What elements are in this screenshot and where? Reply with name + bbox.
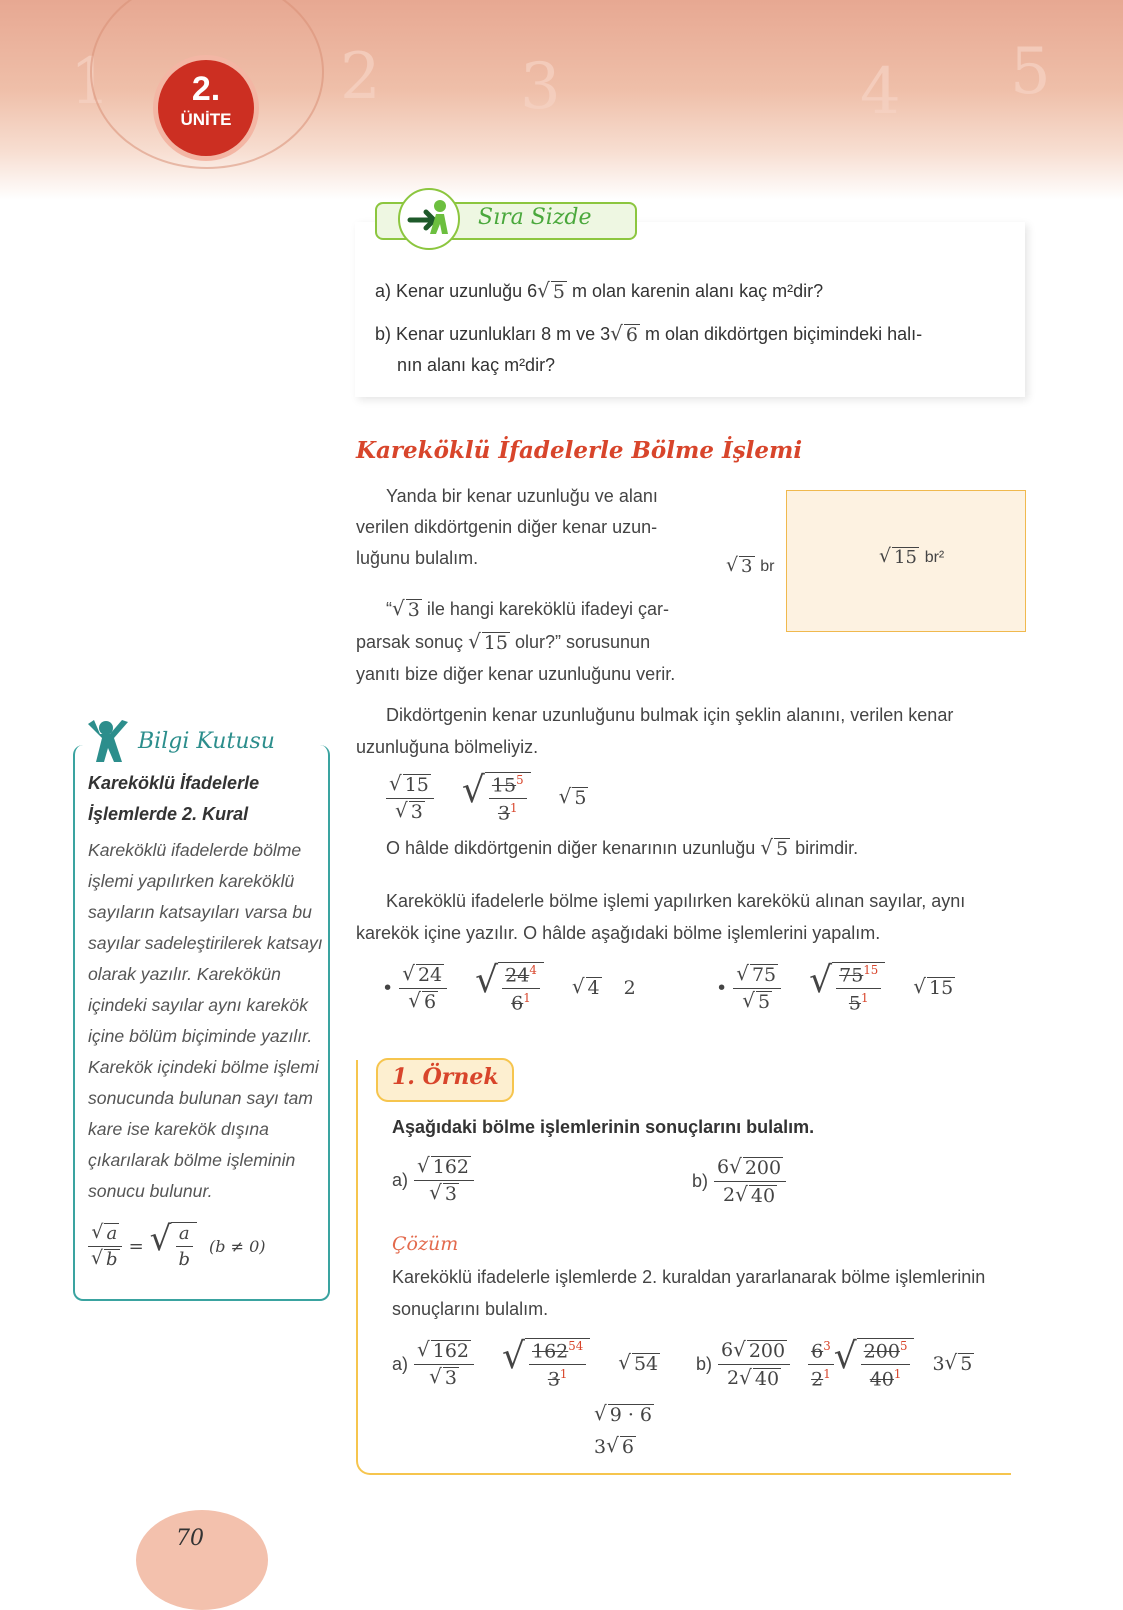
info-box-title: Bilgi Kutusu bbox=[138, 729, 275, 754]
example-division-2: • √ 75 √ 5 √ $\frac{75^{15}}{5^1}$ √ 15 bbox=[716, 959, 954, 1015]
example-problem-b: b) 6 √ 200 2 √ 40 bbox=[692, 1156, 786, 1207]
rect-side-label: √ 3 br bbox=[726, 554, 775, 578]
decorative-digit: 2 bbox=[340, 40, 381, 114]
main-division-calculation: √ 15 √ 3 √ $\frac{15^5}{3^1}$ √ 5 bbox=[386, 772, 588, 825]
paragraph-2-line-2: uzunluğuna bölmeliyiz. bbox=[356, 737, 539, 757]
question-line-3: yanıtı bize diğer kenar uzunluğunu verir. bbox=[356, 664, 676, 684]
paragraph-3-line-2: karekök içine yazılır. O hâlde aşağıdaki bölme işlemlerini yapalım. bbox=[356, 923, 881, 943]
info-box-subtitle: Kareköklü İfadelerle İşlemlerde 2. Kural bbox=[88, 773, 260, 824]
unit-badge bbox=[158, 60, 254, 156]
page-number-badge bbox=[136, 1510, 268, 1610]
rectangle-figure bbox=[786, 490, 1026, 632]
exercise-question-b-cont: nın alanı kaç m²dir? bbox=[397, 355, 556, 375]
square-root: √ 15 bbox=[468, 629, 508, 654]
question-line-2: parsak sonuç √ 15 olur?” sorusunun bbox=[356, 629, 651, 654]
solution-a-calculation: a) √ 162 √ 3 √ $\frac{162^{54}}{3^1}$ √ 54 bbox=[392, 1335, 659, 1391]
decorative-digit: 5 bbox=[1010, 35, 1051, 109]
division-rule-formula: √ a √ b = √ $\frac{a}{b}$ (b ≠ 0) bbox=[88, 1222, 265, 1270]
solution-a-result: 3 √ 6 bbox=[594, 1433, 634, 1459]
paragraph-2-line-1: Dikdörtgenin kenar uzunluğunu bulmak için şeklin alanını, verilen kenar bbox=[386, 705, 954, 725]
solution-line-2: sonuçlarını bulalım. bbox=[392, 1299, 549, 1319]
unit-label: ÜNİTE bbox=[180, 110, 232, 129]
solution-heading: Çözüm bbox=[392, 1233, 459, 1255]
square-root: √ 6 bbox=[610, 321, 638, 346]
example-problem-a: a) √ 162 √ 3 bbox=[392, 1156, 474, 1205]
square-root: √ 5 bbox=[537, 278, 565, 303]
section-title: Kareköklü İfadelerle Bölme İşlemi bbox=[356, 437, 803, 464]
example-division-1: • √ 24 √ 6 √ $\frac{24^4}{6^1}$ √ 4 2 bbox=[382, 959, 636, 1015]
decorative-digit: 3 bbox=[520, 50, 561, 124]
solution-b-calculation: b) 6 √ 200 2 √ 40 $\frac{6^3}{2^1}$ √ $\frac{200^5}{40^1}$ 3 √ 5 bbox=[696, 1335, 973, 1391]
result-sentence: O hâlde dikdörtgenin diğer kenarının uzunluğu √ 5 birimdir. bbox=[386, 835, 859, 860]
exercise-question-b: b) Kenar uzunlukları 8 m ve 3 √ 6 m olan dikdörtgen biçimindeki halı- bbox=[375, 321, 923, 346]
example-title: 1. Örnek bbox=[392, 1064, 499, 1090]
solution-line-1: Kareköklü ifadelerle işlemlerde 2. kuraldan yararlanarak bölme işlemlerinin bbox=[392, 1267, 986, 1287]
example-prompt: Aşağıdaki bölme işlemlerinin sonuçlarını bulalım. bbox=[392, 1117, 815, 1137]
person-arrow-icon bbox=[398, 188, 460, 250]
sira-sizde-title: Sıra Sizde bbox=[478, 205, 592, 230]
exercise-question-a: a) Kenar uzunluğu 6 √ 5 m olan karenin alanı kaç m²dir? bbox=[375, 278, 824, 303]
info-box-text: Kareköklü ifadelerde bölme işlemi yapılırken kareköklü sayıların katsayıları varsa bu sayılar sadeleştirilerek katsayı olarak yazılır. Karekökün içindeki sayılar aynı karekök içine bölüm biçiminde yazılır. Karekök içindeki bölme işlemi sonucunda bulunan sayı tam kare ise karekök dışına çıkarılarak bölme işleminin sonucu bulunur. bbox=[88, 840, 323, 1201]
info-figure-icon bbox=[82, 718, 136, 766]
question-label: a) bbox=[375, 281, 392, 301]
unit-number: 2. bbox=[191, 70, 221, 108]
paragraph-3-line-1: Kareköklü ifadelerle bölme işlemi yapılırken karekökü alınan sayılar, aynı bbox=[386, 891, 966, 911]
page-number: 70 bbox=[176, 1526, 204, 1551]
solution-a-step-2: √ 9 · 6 bbox=[594, 1401, 653, 1426]
question-label: b) bbox=[375, 324, 392, 344]
question-line-1: “ √ 3 ile hangi kareköklü ifadeyi çar- bbox=[386, 596, 669, 621]
rect-area-label: √ 15 br² bbox=[879, 545, 945, 569]
square-root: √ 3 bbox=[392, 596, 420, 621]
intro-paragraph: Yanda bir kenar uzunluğu ve alanı verilen dikdörtgenin diğer kenar uzun- luğunu bulalım. bbox=[356, 486, 658, 568]
decorative-digit: 4 bbox=[860, 55, 901, 129]
decorative-digit: 1 bbox=[70, 45, 111, 119]
